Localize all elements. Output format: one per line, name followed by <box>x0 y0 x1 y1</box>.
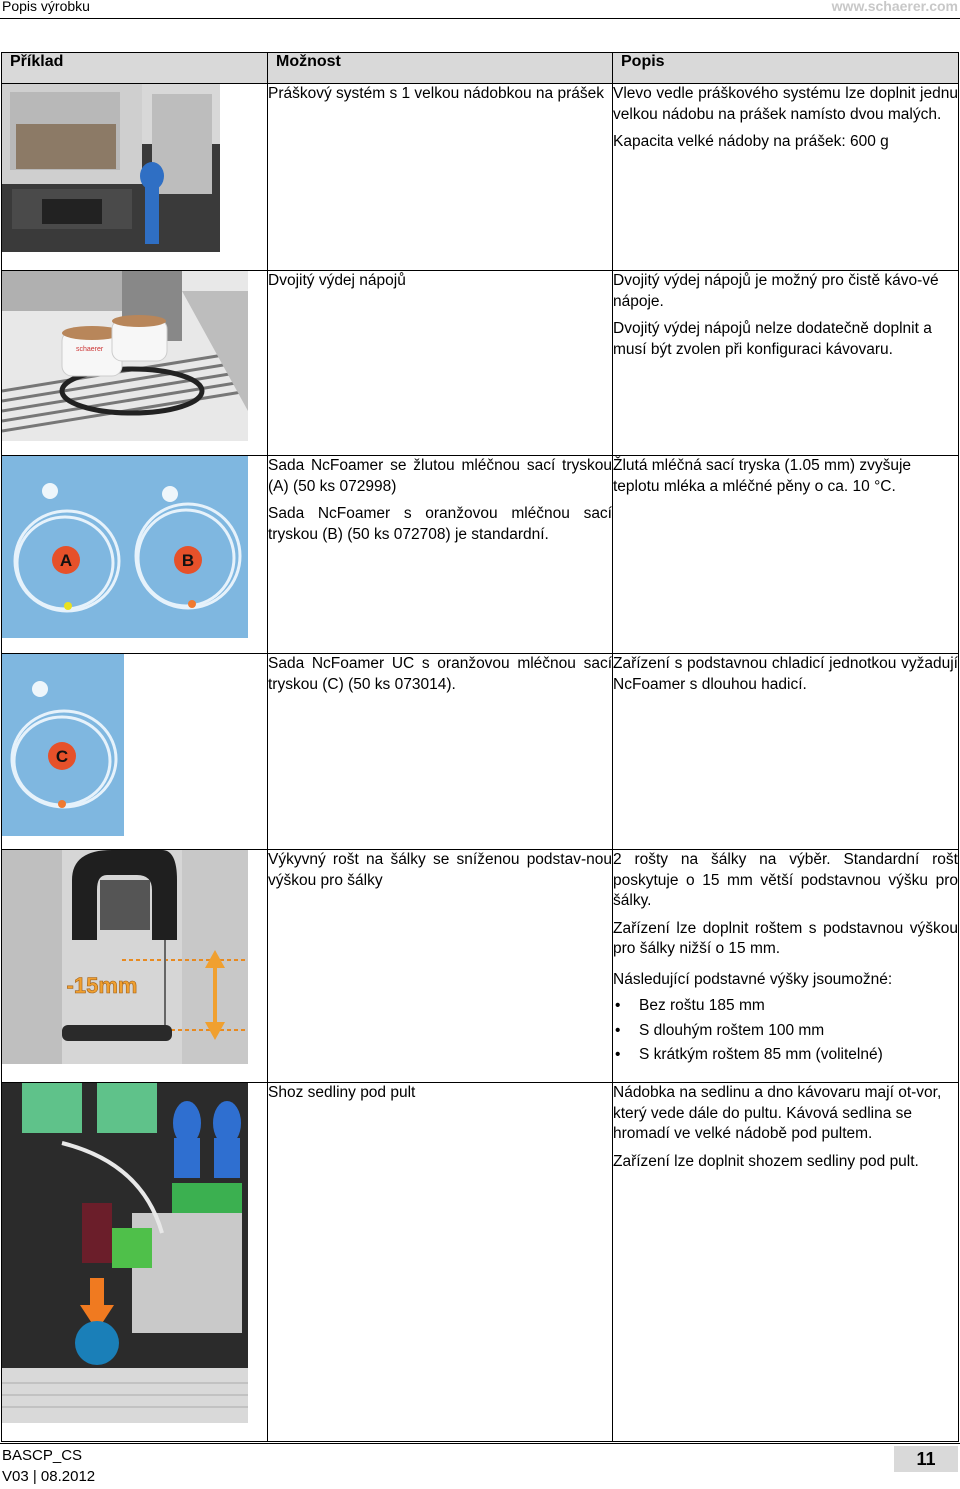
double-cup-photo <box>2 271 248 441</box>
description-cell <box>613 456 959 654</box>
example-cell <box>2 1083 268 1442</box>
example-cell <box>2 271 268 456</box>
option-cell <box>268 1083 613 1442</box>
table-row <box>2 84 959 271</box>
list-item: • Bez roštu 185 mm <box>613 996 958 1017</box>
table-row <box>2 271 959 456</box>
powder-container-photo <box>2 84 220 252</box>
website-link[interactable]: www.schaerer.com <box>831 0 958 14</box>
page-header <box>0 0 960 20</box>
option-text: Shoz sedliny pod pult <box>268 1084 416 1101</box>
description-cell <box>613 850 959 1083</box>
option-cell <box>268 850 613 1083</box>
option-text: Sada NcFoamer UC s oranžovou mléčnou sací tryskou (C) (50 ks 073014). <box>268 655 612 693</box>
table-row <box>2 456 959 654</box>
option-text: Práškový systém s 1 velkou nádobkou na prášek <box>268 85 605 102</box>
table-row <box>2 850 959 1083</box>
option-cell <box>268 654 613 850</box>
description-cell <box>613 654 959 850</box>
option-text: Dvojitý výdej nápojů <box>268 272 406 289</box>
description-text: Dvojitý výdej nápojů nelze dodatečně doplnit a musí být zvolen při konfiguraci kávovaru. <box>613 320 932 358</box>
options-table <box>1 52 959 1442</box>
cup-brand-text: schaerer <box>76 346 104 353</box>
cup-grid-photo <box>2 850 248 1064</box>
column-header-option: Možnost <box>268 53 613 84</box>
list-item: • S krátkým roštem 85 mm (volitelné) <box>613 1045 958 1066</box>
page-number: 11 <box>894 1446 958 1472</box>
description-text: Žlutá mléčná sací tryska (1.05 mm) zvyšuje teplotu mléka a mléčné pěny o ca. 10 °C. <box>613 457 912 495</box>
option-text: Sada NcFoamer s oranžovou mléčnou sací tryskou (B) (50 ks 072708) je standardní. <box>268 505 612 543</box>
description-text: Zařízení lze doplnit roštem s podstavnou výškou pro šálky nižší o 15 mm. <box>613 919 958 957</box>
footer-rule <box>0 1443 960 1444</box>
description-cell <box>613 1083 959 1442</box>
header-rule <box>0 18 960 19</box>
option-cell <box>268 456 613 654</box>
description-text: Vlevo vedle práškového systému lze doplnit jednu velkou nádobu na prášek namísto dvou malých. <box>613 85 958 123</box>
document-version: V03 | 08.2012 <box>2 1468 96 1485</box>
description-text: Dvojitý výdej nápojů je možný pro čistě kávo-vé nápoje. <box>613 272 939 310</box>
grounds-chute-photo <box>2 1083 248 1423</box>
column-header-example: Příklad <box>2 53 268 84</box>
height-list <box>613 996 958 1066</box>
example-cell <box>2 654 268 850</box>
example-cell <box>2 456 268 654</box>
description-text: Zařízení s podstavnou chladicí jednotkou vyžadují NcFoamer s dlouhou hadicí. <box>613 655 958 693</box>
table-row <box>2 654 959 850</box>
description-text: 2 rošty na šálky na výběr. Standardní rošt poskytuje o 15 mm větší podstavnou výšku pro šálky. <box>613 851 958 909</box>
tube-label-a: A <box>59 551 73 570</box>
description-text: Kapacita velké nádoby na prášek: 600 g <box>613 133 889 150</box>
list-item: • S dlouhým roštem 100 mm <box>613 1021 958 1042</box>
example-cell <box>2 850 268 1083</box>
table-row <box>2 1083 959 1442</box>
column-header-description: Popis <box>613 53 959 84</box>
tube-label-c: C <box>55 747 69 766</box>
description-text: Nádobka na sedlinu a dno kávovaru mají ot-vor, který vede dále do pultu. Kávová sedlina se hromadí ve velké nádobě pod pultem. <box>613 1084 942 1142</box>
example-cell <box>2 84 268 271</box>
description-text: Následující podstavné výšky jsoumožné: <box>613 970 893 988</box>
document-id: BASCP_CS <box>2 1447 83 1464</box>
option-cell <box>268 84 613 271</box>
option-text: Výkyvný rošt na šálky se sníženou podstav-nou výškou pro šálky <box>268 851 612 889</box>
section-title: Popis výrobku <box>2 0 90 14</box>
ncfoamer-c-photo <box>2 654 124 836</box>
option-text: Sada NcFoamer se žlutou mléčnou sací tryskou (A) (50 ks 072998) <box>268 457 612 495</box>
option-cell <box>268 271 613 456</box>
table-header-row <box>2 53 959 84</box>
description-cell <box>613 84 959 271</box>
tube-label-b: B <box>181 551 195 570</box>
description-text: Zařízení lze doplnit shozem sedliny pod pult. <box>613 1152 919 1170</box>
height-label: -15mm <box>66 973 138 998</box>
ncfoamer-ab-photo <box>2 456 248 638</box>
description-cell <box>613 271 959 456</box>
